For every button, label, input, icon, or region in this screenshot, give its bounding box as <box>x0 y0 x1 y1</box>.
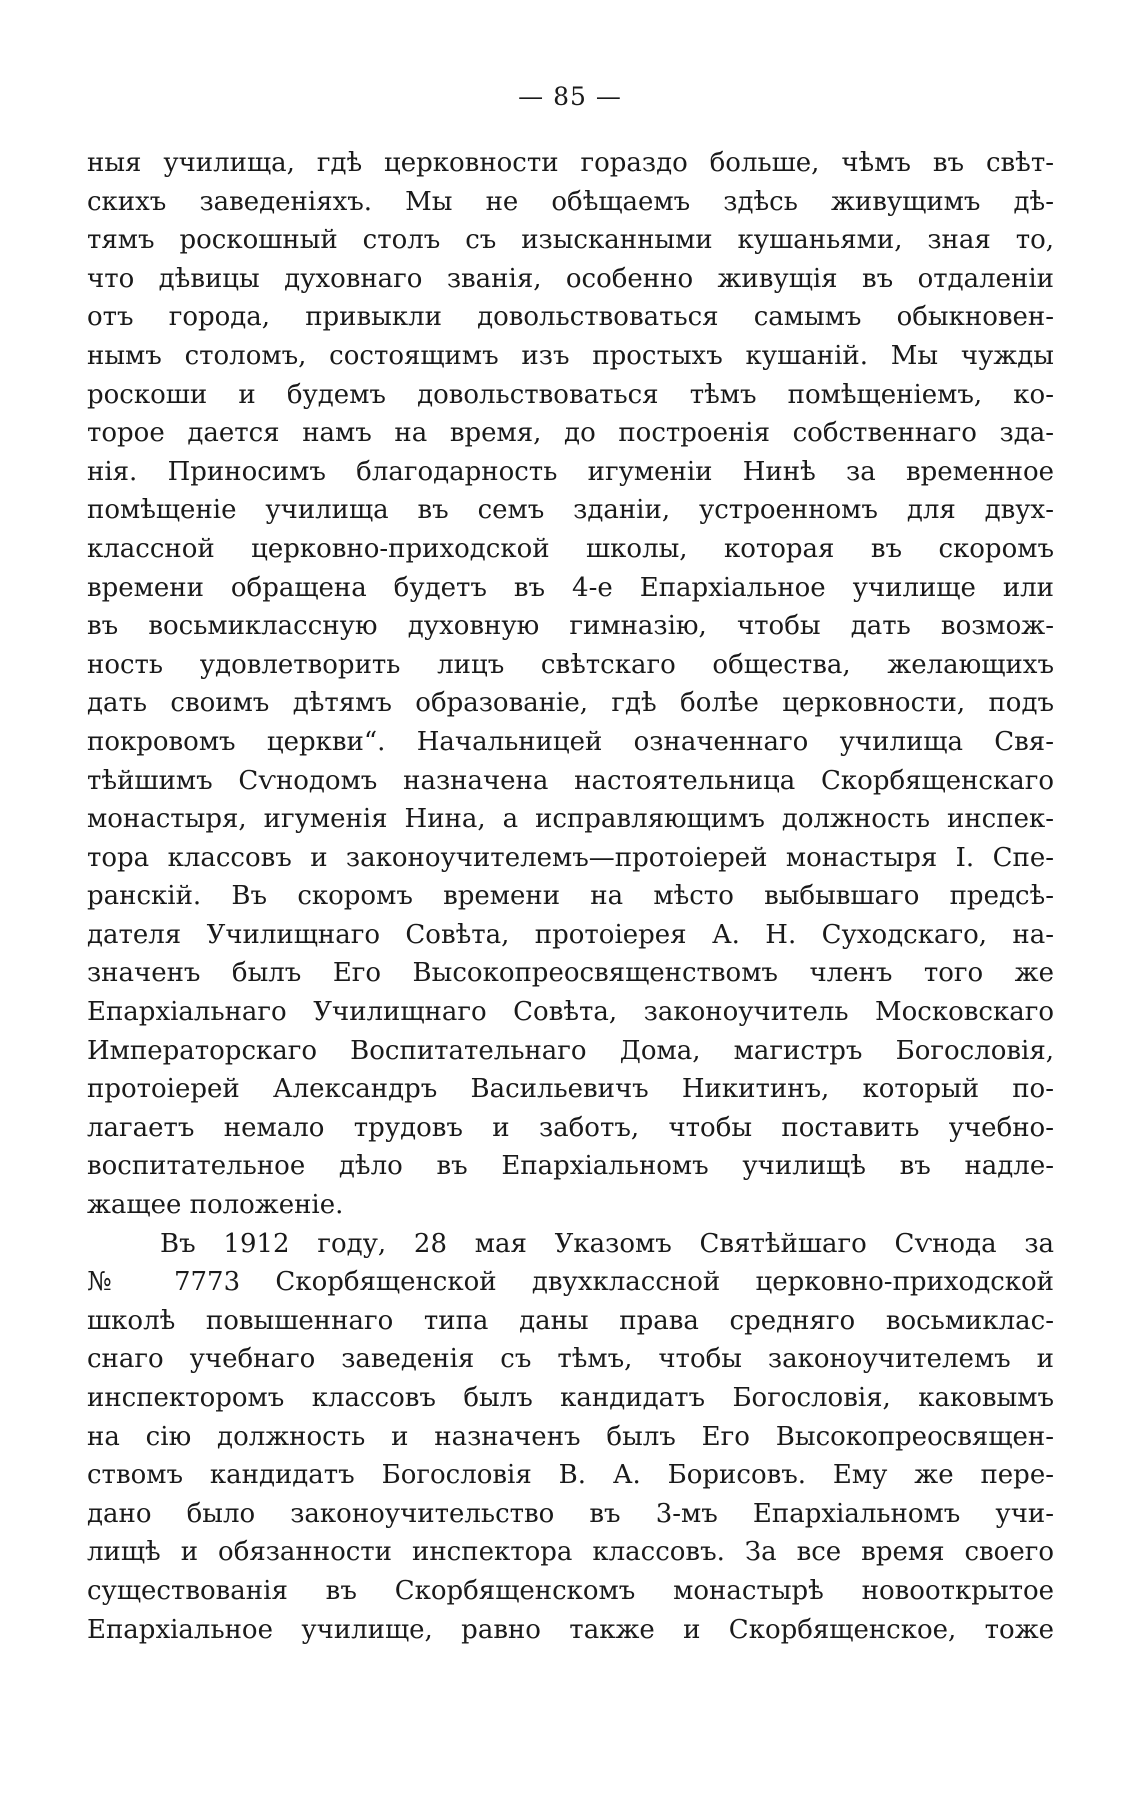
paragraph <box>87 144 1054 1225</box>
text-line: Въ 1912 году, 28 мая Указомъ Святѣйшаго Сѵнода за <box>160 1228 1054 1259</box>
text-line: инспекторомъ классовъ былъ кандидатъ Богословія, каковымъ <box>87 1383 1054 1413</box>
text-line: существованія въ Скорбященскомъ монастырѣ новооткрытое <box>87 1575 1054 1606</box>
text-line: снаго учебнаго заведенія съ тѣмъ, чтобы законоучителемъ и <box>87 1344 1054 1375</box>
text-line: Императорскаго Воспитательнаго Дома, магистръ Богословія, <box>87 1035 1054 1066</box>
text-line: воспитательное дѣло въ Епархіальномъ училищѣ въ надле- <box>87 1151 1054 1182</box>
text-line: дателя Училищнаго Совѣта, протоіерея А. Н. Суходскаго, на- <box>87 919 1054 950</box>
text-line: лагаетъ немало трудовъ и заботъ, чтобы поставить учебно- <box>87 1112 1054 1143</box>
text-line: ранскій. Въ скоромъ времени на мѣсто выбывшаго предсѣ- <box>87 881 1054 912</box>
text-line: ствомъ кандидатъ Богословія В. А. Борисовъ. Ему же пере- <box>87 1460 1054 1491</box>
text-line: нымъ столомъ, состоящимъ изъ простыхъ кушаній. Мы чужды <box>87 340 1054 371</box>
paragraph <box>87 1225 1054 1650</box>
text-line: Епархіальное училище, равно также и Скорбященское, тоже <box>87 1614 1054 1645</box>
text-line: протоіерей Александръ Васильевичъ Никитинъ, который по- <box>87 1074 1054 1105</box>
text-line: дать своимъ дѣтямъ образованіе, гдѣ болѣе церковности, подъ <box>87 688 1054 719</box>
text-line: тѣйшимъ Сѵнодомъ назначена настоятельница Скорбященскаго <box>87 765 1054 796</box>
text-line: Епархіальнаго Училищнаго Совѣта, законоучитель Московскаго <box>87 997 1054 1028</box>
text-line: школѣ повышеннаго типа даны права средняго восьмиклас- <box>87 1305 1054 1336</box>
page-number: — 85 — <box>518 82 622 111</box>
body-text <box>87 144 1054 1649</box>
text-line: жащее положеніе. <box>87 1190 344 1221</box>
text-line: № 7773 Скорбященской двухклассной церковно-приходской <box>87 1267 1054 1298</box>
text-line: помѣщеніе училища въ семъ зданіи, устроенномъ для двух- <box>87 495 1054 526</box>
text-line: ность удовлетворить лицъ свѣтскаго общества, желающихъ <box>87 649 1054 680</box>
text-line: тора классовъ и законоучителемъ—протоіерей монастыря І. Спе- <box>87 842 1054 873</box>
text-line: покровомъ церкви“. Начальницей означеннаго училища Свя- <box>87 726 1054 757</box>
text-line: скихъ заведеніяхъ. Мы не обѣщаемъ здѣсь живущимъ дѣ- <box>87 186 1054 217</box>
text-line: нія. Приносимъ благодарность игуменіи Нинѣ за временное <box>87 456 1054 487</box>
text-line: лищѣ и обязанности инспектора классовъ. За все время своего <box>87 1537 1054 1568</box>
text-line: роскоши и будемъ довольствоваться тѣмъ помѣщеніемъ, ко- <box>87 379 1054 410</box>
text-line: въ восьмиклассную духовную гимназію, чтобы дать возмож- <box>87 611 1054 642</box>
text-line: ныя училища, гдѣ церковности гораздо больше, чѣмъ въ свѣт- <box>87 148 1054 178</box>
text-line: что дѣвицы духовнаго званія, особенно живущія въ отдаленіи <box>87 263 1054 294</box>
text-line: классной церковно-приходской школы, которая въ скоромъ <box>87 533 1054 564</box>
text-line: дано было законоучительство въ 3-мъ Епархіальномъ учи- <box>87 1498 1054 1529</box>
text-line: значенъ былъ Его Высокопреосвященствомъ членъ того же <box>87 958 1054 989</box>
text-line: времени обращена будетъ въ 4-е Епархіальное училище или <box>87 572 1054 603</box>
text-line: торое дается намъ на время, до построенія собственнаго зда- <box>87 418 1054 449</box>
text-line: отъ города, привыкли довольствоваться самымъ обыкновен- <box>87 302 1054 333</box>
text-line: монастыря, игуменія Нина, а исправляющимъ должность инспек- <box>87 804 1054 835</box>
text-line: тямъ роскошный столъ съ изысканными кушаньями, зная то, <box>87 225 1054 256</box>
text-line: на сію должность и назначенъ былъ Его Высокопреосвящен- <box>87 1421 1054 1452</box>
